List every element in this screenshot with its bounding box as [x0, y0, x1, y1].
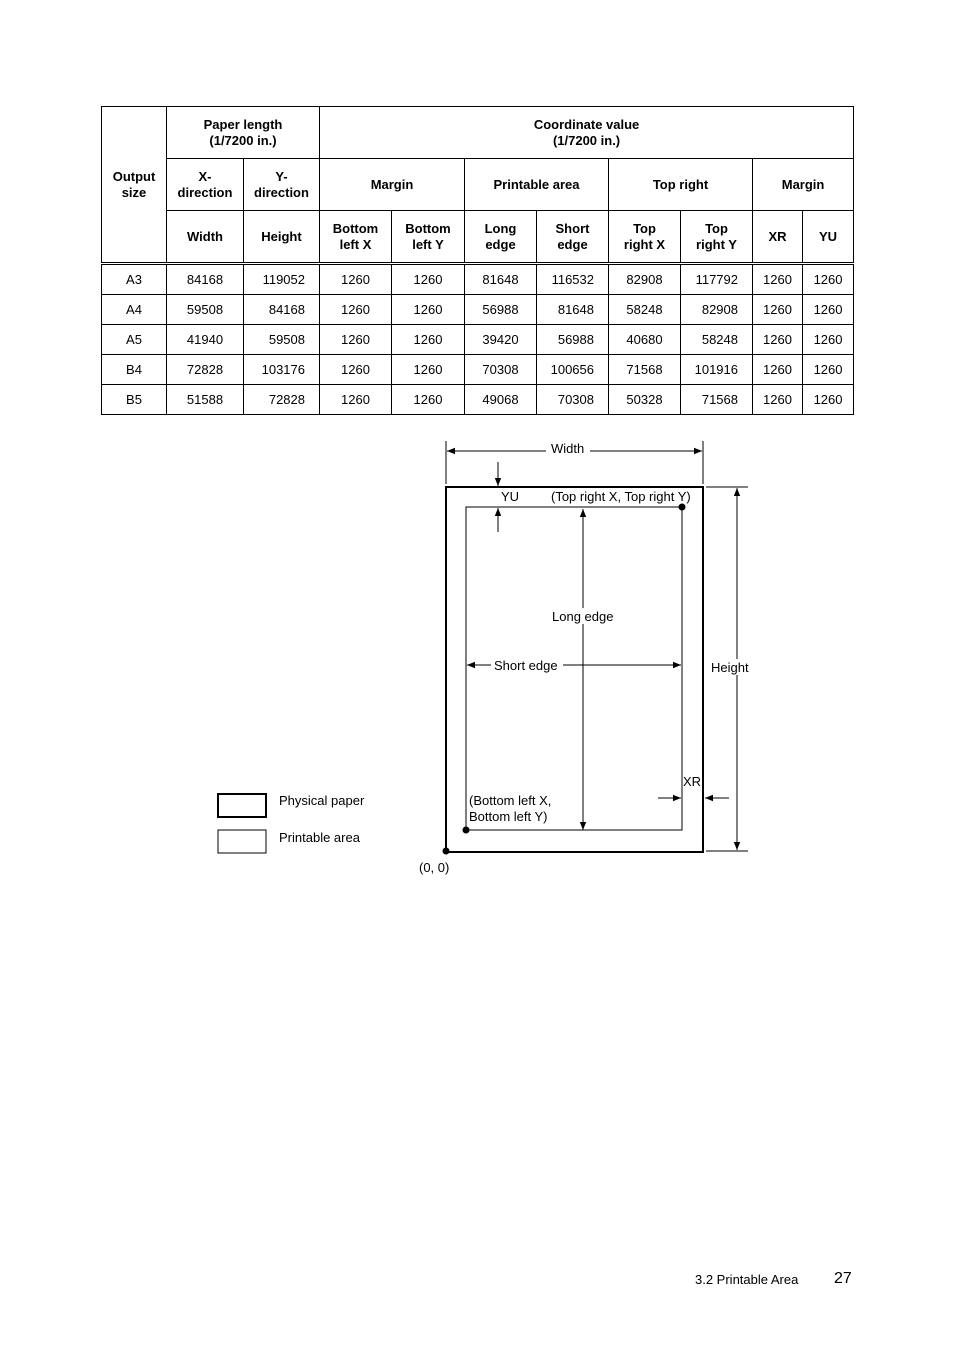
height-label: Height: [711, 660, 749, 675]
table-cell: 49068: [465, 385, 537, 415]
header-top-right-x: Top right X: [609, 211, 681, 264]
header-bottom-left-y: Bottom left Y: [392, 211, 465, 264]
header-top-right-y: Top right Y: [681, 211, 753, 264]
xr-label: XR: [683, 774, 702, 789]
table-cell: 1260: [803, 325, 854, 355]
origin-label: (0, 0): [419, 860, 450, 875]
output-size-cell: B4: [102, 355, 167, 385]
table-cell: 1260: [803, 295, 854, 325]
header-long-edge: Long edge: [465, 211, 537, 264]
header-x-direction: X- direction: [167, 159, 244, 211]
table-cell: 1260: [320, 264, 392, 295]
table-cell: 81648: [537, 295, 609, 325]
legend-printable-swatch: [218, 830, 266, 853]
header-bottom-left-x: Bottom left X: [320, 211, 392, 264]
table-cell: 82908: [681, 295, 753, 325]
table-cell: 81648: [465, 264, 537, 295]
bottom-left-point-label-1: (Bottom left X,: [469, 793, 552, 808]
table-cell: 51588: [167, 385, 244, 415]
header-height: Height: [244, 211, 320, 264]
table-cell: 100656: [537, 355, 609, 385]
table-cell: 59508: [167, 295, 244, 325]
header-margin-2: Margin: [753, 159, 854, 211]
table-cell: 70308: [465, 355, 537, 385]
table-cell: 71568: [609, 355, 681, 385]
table-cell: 1260: [753, 355, 803, 385]
header-paper-length: Paper length (1/7200 in.): [167, 107, 320, 159]
legend-physical-label: Physical paper: [279, 793, 365, 808]
table-cell: 1260: [753, 295, 803, 325]
footer-page-number: 27: [834, 1270, 852, 1287]
table-cell: 50328: [609, 385, 681, 415]
table-cell: 103176: [244, 355, 320, 385]
yu-label: YU: [501, 489, 520, 504]
table-cell: 1260: [753, 385, 803, 415]
header-printable-area: Printable area: [465, 159, 609, 211]
table-cell: 58248: [681, 325, 753, 355]
long-edge-label: Long edge: [552, 609, 614, 624]
table-cell: 82908: [609, 264, 681, 295]
header-yu: YU: [803, 211, 854, 264]
table-cell: 1260: [392, 295, 465, 325]
table-cell: 84168: [167, 264, 244, 295]
table-cell: 1260: [753, 264, 803, 295]
table-cell: 1260: [320, 325, 392, 355]
bottom-left-point: [463, 827, 470, 834]
table-cell: 71568: [681, 385, 753, 415]
table-cell: 56988: [465, 295, 537, 325]
table-cell: 119052: [244, 264, 320, 295]
short-edge-label: Short edge: [494, 658, 558, 673]
legend-physical-swatch: [218, 794, 266, 817]
bottom-left-point-label-2: Bottom left Y): [469, 809, 548, 824]
table-cell: 1260: [320, 295, 392, 325]
table-cell: 1260: [392, 264, 465, 295]
header-coordinate-value: Coordinate value (1/7200 in.): [320, 107, 854, 159]
table-cell: 1260: [392, 385, 465, 415]
footer-section-title: 3.2 Printable Area: [695, 1272, 799, 1287]
header-short-edge: Short edge: [537, 211, 609, 264]
output-size-cell: A5: [102, 325, 167, 355]
header-top-right: Top right: [609, 159, 753, 211]
table-cell: 117792: [681, 264, 753, 295]
header-xr: XR: [753, 211, 803, 264]
table-cell: 1260: [803, 385, 854, 415]
table-cell: 1260: [392, 325, 465, 355]
table-cell: 116532: [537, 264, 609, 295]
table-cell: 56988: [537, 325, 609, 355]
top-right-point-label: (Top right X, Top right Y): [551, 489, 691, 504]
table-cell: 84168: [244, 295, 320, 325]
header-y-direction: Y- direction: [244, 159, 320, 211]
table-cell: 72828: [167, 355, 244, 385]
output-size-cell: A4: [102, 295, 167, 325]
table-cell: 1260: [320, 385, 392, 415]
table-cell: 58248: [609, 295, 681, 325]
table-cell: 1260: [803, 264, 854, 295]
table-cell: 39420: [465, 325, 537, 355]
table-cell: 70308: [537, 385, 609, 415]
width-label: Width: [551, 441, 585, 456]
table-cell: 1260: [392, 355, 465, 385]
table-cell: 40680: [609, 325, 681, 355]
table-cell: 72828: [244, 385, 320, 415]
table-cell: 1260: [320, 355, 392, 385]
table-cell: 1260: [753, 325, 803, 355]
origin-point: [443, 848, 450, 855]
header-width: Width: [167, 211, 244, 264]
header-output-size: Output size: [102, 107, 167, 264]
table-cell: 41940: [167, 325, 244, 355]
table-cell: 1260: [803, 355, 854, 385]
output-size-cell: B5: [102, 385, 167, 415]
table-cell: 101916: [681, 355, 753, 385]
output-size-cell: A3: [102, 264, 167, 295]
table-cell: 59508: [244, 325, 320, 355]
top-right-point: [679, 504, 686, 511]
legend-printable-label: Printable area: [279, 830, 360, 845]
header-margin: Margin: [320, 159, 465, 211]
